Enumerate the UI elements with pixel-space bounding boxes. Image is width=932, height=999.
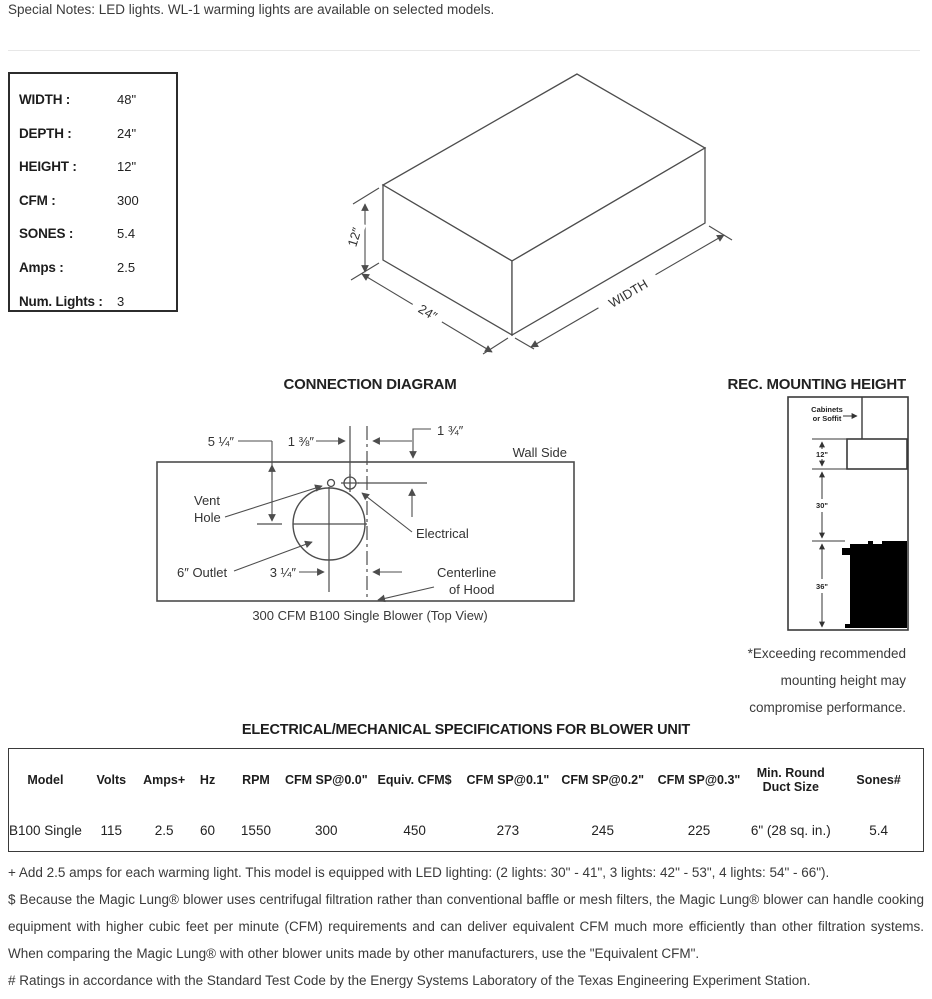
col-rpm [228, 749, 285, 851]
col-header [747, 749, 834, 811]
col-header: CFM SP@0.3" [657, 773, 741, 787]
dim-30-label: 30" [816, 501, 828, 510]
col-header: Volts [96, 773, 127, 787]
horizontal-divider [8, 50, 920, 51]
col-header-line: Min. Round [756, 766, 825, 780]
spec-row-depth [10, 117, 176, 151]
note-line: compromise performance. [749, 700, 906, 715]
spec-value: 24" [117, 125, 137, 141]
vent-hole-label: Vent [194, 493, 221, 508]
svg-text:WIDTH: WIDTH [606, 276, 651, 311]
spec-value: 300 [117, 192, 139, 208]
cell-amps: 2.5 [154, 823, 174, 838]
electrical-mark [341, 474, 359, 492]
dimensions-spec-box [8, 72, 178, 312]
spec-value: 12" [117, 159, 137, 175]
hood-box-outline [383, 74, 705, 335]
col-header: Amps+ [143, 773, 186, 787]
connection-diagram [150, 420, 590, 615]
connection-diagram-title: CONNECTION DIAGRAM [283, 376, 457, 393]
col-header-line: Duct Size [762, 780, 819, 794]
dim-5-1-4-label: 5 ¼″ [207, 434, 234, 449]
col-sones [834, 749, 923, 851]
dim-1-3-8-label: 1 ⅜″ [287, 434, 314, 449]
spec-row-cfm [10, 184, 176, 218]
col-header: Hz [199, 773, 216, 787]
col-header: RPM [242, 773, 270, 787]
centerline-label: Centerline [437, 565, 497, 580]
cabinets-label: Cabinets [811, 405, 843, 414]
cell-cfm-sp01: 273 [496, 823, 520, 838]
col-duct-size [747, 749, 834, 851]
col-cfm-sp00 [284, 749, 368, 851]
footnote-amps: + Add 2.5 amps for each warming light. This model is equipped with LED lighting: (2 lights: 30" - 41", 3 lights: 42" - 53", 4 lights: 54" - 66"). [8, 865, 830, 880]
spec-row-sones [10, 217, 176, 251]
blower-table-title: ELECTRICAL/MECHANICAL SPECIFICATIONS FOR BLOWER UNIT [241, 722, 691, 738]
cell-volts: 115 [100, 823, 123, 838]
height-dim-label [340, 220, 366, 254]
spec-label: SONES : [19, 226, 74, 242]
col-header: CFM SP@0.1" [466, 773, 550, 787]
dim-36-label: 36" [816, 582, 828, 591]
spec-value: 2.5 [117, 259, 136, 275]
depth-dim-label [409, 295, 448, 329]
mounting-height-diagram [787, 396, 910, 632]
spec-row-width [10, 83, 176, 117]
spec-label: Num. Lights : [19, 293, 103, 309]
vent-hole-label-2: Hole [194, 510, 221, 525]
spec-value: 48" [117, 92, 137, 107]
col-header: CFM SP@0.2" [561, 773, 645, 787]
cabinets-label-2: or Soffit [812, 414, 842, 423]
spec-label: WIDTH : [19, 92, 71, 107]
col-equiv-cfm [368, 749, 461, 851]
cell-rpm: 1550 [240, 823, 271, 838]
cell-cfm-sp02: 245 [591, 823, 614, 838]
note-line: *Exceeding recommended [747, 646, 906, 661]
wall-side-label: Wall Side [512, 445, 567, 460]
cell-model: B100 Single [9, 823, 82, 838]
electrical-label: Electrical [416, 526, 469, 541]
svg-text:12″: 12″ [344, 225, 365, 249]
col-volts [82, 749, 141, 851]
footnote-equiv-cfm: $ Because the Magic Lung® blower uses centrifugal filtration rather than conventional baffle or mesh filters, the Magic Lung® blower can handle cooking equipment with higher cubic feet per minute (CFM) requirements and can deliver equivalent CFM much more efficiently than other filtration systems. When comparing the Magic Lung® with other blower units made by other manufacturers, use the "Equivalent CFM". [8, 892, 924, 961]
note-line: mounting height may [780, 673, 906, 688]
range-silhouette [842, 541, 907, 628]
svg-text:24″: 24″ [415, 301, 440, 324]
dim-3-1-4-label: 3 ¼″ [269, 565, 296, 580]
col-header: Sones# [856, 773, 901, 787]
col-cfm-sp03 [651, 749, 748, 851]
vent-hole-mark [328, 480, 335, 487]
connection-diagram-caption: 300 CFM B100 Single Blower (Top View) [252, 608, 488, 623]
mounting-height-title: REC. MOUNTING HEIGHT [727, 376, 906, 393]
centerline-label-2: of Hood [449, 582, 495, 597]
spec-label: Amps : [19, 259, 64, 275]
isometric-hood-diagram [335, 65, 765, 360]
cell-cfm-sp03: 225 [687, 823, 711, 838]
outlet-label: 6″ Outlet [177, 565, 228, 580]
cell-equiv-cfm: 450 [403, 823, 426, 838]
footnote-ratings: # Ratings in accordance with the Standard Test Code by the Energy Systems Laboratory of the Texas Engineering Experiment Station. [8, 973, 811, 988]
spec-label: DEPTH : [19, 125, 72, 141]
spec-row-amps [10, 251, 176, 285]
col-header: CFM SP@0.0" [284, 773, 368, 787]
spec-value: 5.4 [117, 226, 136, 242]
spec-label: CFM : [19, 192, 56, 208]
spec-row-num-lights [10, 285, 176, 319]
col-cfm-sp02 [555, 749, 651, 851]
cell-sones: 5.4 [869, 823, 888, 838]
spec-label: HEIGHT : [19, 159, 77, 175]
col-model [9, 749, 82, 851]
spec-row-height [10, 150, 176, 184]
col-header: Equiv. CFM$ [377, 773, 452, 787]
dim-12-label: 12" [816, 450, 828, 459]
special-notes-text: Special Notes: LED lights. WL-1 warming lights are available on selected models. [8, 2, 495, 17]
col-amps [141, 749, 188, 851]
col-header: Model [27, 773, 64, 787]
spec-value: 3 [117, 293, 125, 309]
cell-duct-size: 6" (28 sq. in.) [750, 823, 831, 838]
cell-hz: 60 [200, 823, 216, 838]
dim-1-3-4-label: 1 ¾″ [437, 423, 464, 438]
blower-spec-table [8, 748, 924, 852]
mounting-height-note [666, 640, 906, 721]
footnotes [8, 859, 924, 994]
cell-cfm-sp00: 300 [315, 823, 338, 838]
col-cfm-sp01 [461, 749, 555, 851]
col-hz [188, 749, 228, 851]
